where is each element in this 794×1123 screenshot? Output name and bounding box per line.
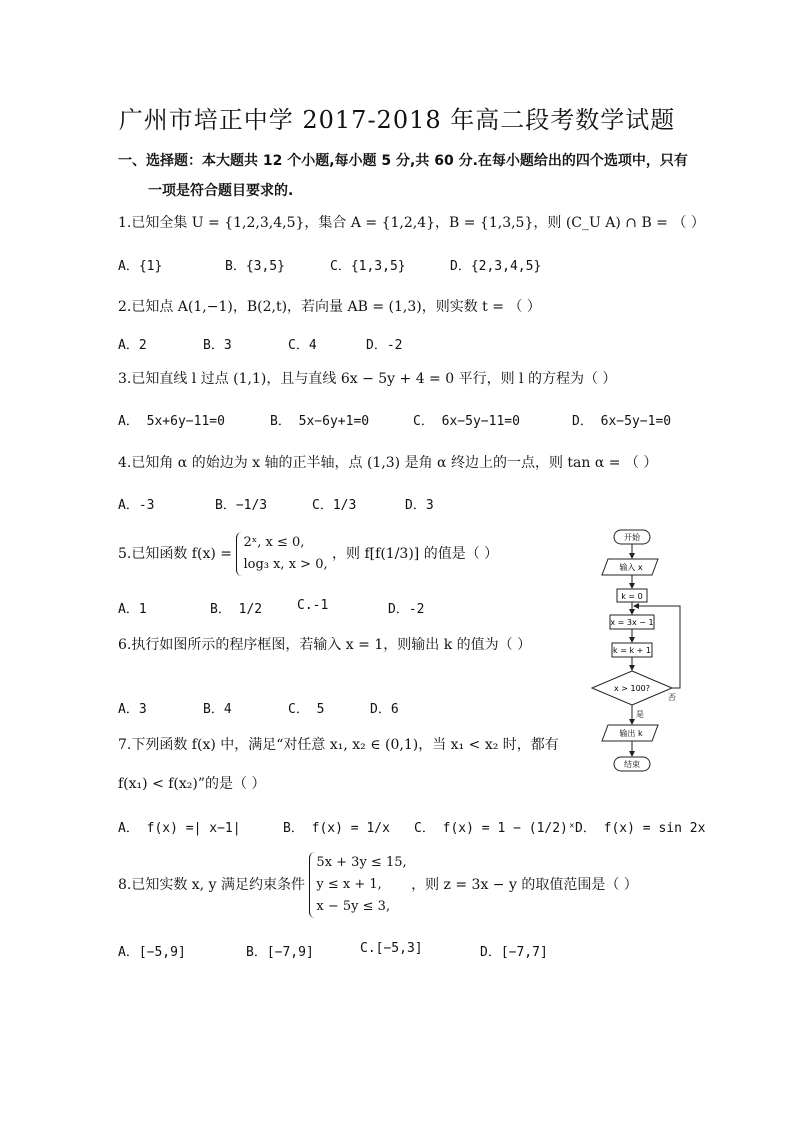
q8-constraint-3: x − 5y ≤ 3, [316,899,391,914]
q3-option-d[interactable]: D． 6x−5y−1=0 [572,414,672,429]
question-7-stem-2: f(x₁) < f(x₂)”的是（ ） [118,776,266,792]
question-7-stem: 7.下列函数 f(x) 中，满足“对任意 x₁, x₂ ∈ (0,1)，当 x₁ < x₂ 时，都有 [118,737,559,753]
q6-option-d[interactable]: D．6 [370,702,399,717]
question-2-stem: 2.已知点 A(1,−1)，B(2,t)，若向量 AB = (1,3)，则实数 t = （ ） [118,299,541,315]
q2-option-d[interactable]: D．-2 [366,338,403,353]
q2-option-c[interactable]: C．4 [288,338,317,353]
q5-piecewise [236,532,327,576]
q5-option-b[interactable]: B． 1/2 [210,602,263,617]
question-3-stem: 3.已知直线 l 过点 (1,1)，且与直线 6x − 5y + 4 = 0 平行，则 l 的方程为（ ） [118,371,617,387]
q5-case-1: 2ˣ, x ≤ 0, [243,535,305,550]
q2-option-a[interactable]: A．2 [118,338,147,353]
q1-option-c[interactable]: C．{1,3,5} [330,259,406,274]
q5-option-c[interactable]: C.-1 [297,598,329,613]
q8-option-a[interactable]: A．[−5,9] [118,945,186,960]
section-line-1: 一、选择题：本大题共 12 个小题,每小题 5 分,共 60 分.在每小题给出的四个选项中，只有 [118,153,688,169]
flow-decision-label: x > 100? [613,684,651,693]
q7-option-b[interactable]: B． f(x) = 1/x [283,821,390,836]
flow-input-label: 输入 x [619,563,643,572]
flow-step2-label: k = k + 1 [613,646,651,655]
q6-option-b[interactable]: B．4 [203,702,232,717]
q5-case-2: log₃ x, x > 0, [243,557,328,572]
program-flowchart [588,528,700,780]
q8-stem-post: ，则 z = 3x − y 的取值范围是（ ） [411,877,638,893]
q8-constraints [309,852,406,918]
q3-option-c[interactable]: C． 6x−5y−11=0 [413,414,520,429]
question-8-stem [118,852,638,918]
q2-option-b[interactable]: B．3 [203,338,232,353]
q7-option-c[interactable]: C． f(x) = 1 − (1/2)ˣ [414,821,576,836]
section-line-2: 一项是符合题目要求的. [148,183,294,199]
q3-option-a[interactable]: A． 5x+6y−11=0 [118,414,225,429]
flow-step1-label: x = 3x − 1 [610,618,654,627]
page-title: 广州市培正中学 2017-2018 年高二段考数学试题 [118,106,676,134]
q3-option-b[interactable]: B． 5x−6y+1=0 [270,414,370,429]
q4-option-c[interactable]: C．1/3 [312,498,357,513]
q5-stem-pre: 5.已知函数 f(x) = [118,546,232,562]
question-1-stem: 1.已知全集 U = {1,2,3,4,5}，集合 A = {1,2,4}，B = {1,3,5}，则 (C_U A) ∩ B = （ ） [118,215,705,231]
q8-stem-pre: 8.已知实数 x, y 满足约束条件 [118,877,305,893]
q4-option-b[interactable]: B．−1/3 [215,498,268,513]
q1-option-a[interactable]: A．{1} [118,259,163,274]
q8-option-d[interactable]: D．[−7,7] [480,945,548,960]
q6-option-a[interactable]: A．3 [118,702,147,717]
q1-option-b[interactable]: B．{3,5} [225,259,285,274]
q4-option-a[interactable]: A．-3 [118,498,155,513]
q7-option-a[interactable]: A． f(x) =| x−1| [118,821,241,836]
q4-option-d[interactable]: D．3 [405,498,434,513]
q5-option-a[interactable]: A．1 [118,602,147,617]
q8-constraint-2: y ≤ x + 1, [316,877,382,892]
flow-start-label: 开始 [624,533,640,542]
flow-yes-label: 是 [636,710,644,719]
flow-end-label: 结束 [624,760,640,769]
q7-option-d[interactable]: D． f(x) = sin 2x [575,821,706,836]
q5-stem-post: ，则 f[f(1/3)] 的值是（ ） [332,546,499,562]
question-4-stem: 4.已知角 α 的始边为 x 轴的正半轴，点 (1,3) 是角 α 终边上的一点，则 tan α = （ ） [118,455,658,471]
question-6-stem: 6.执行如图所示的程序框图，若输入 x = 1，则输出 k 的值为（ ） [118,637,532,653]
flow-no-label: 否 [668,693,676,702]
question-5-stem [118,532,498,576]
flow-init-label: k = 0 [621,592,643,601]
q8-option-c[interactable]: C.[−5,3] [360,941,423,956]
q1-option-d[interactable]: D．{2,3,4,5} [450,259,542,274]
q8-constraint-1: 5x + 3y ≤ 15, [316,855,407,870]
section-header [118,146,718,206]
flow-output-label: 输出 k [619,729,643,738]
q8-option-b[interactable]: B．[−7,9] [246,945,314,960]
q6-option-c[interactable]: C． 5 [288,702,325,717]
q5-option-d[interactable]: D．-2 [388,602,425,617]
